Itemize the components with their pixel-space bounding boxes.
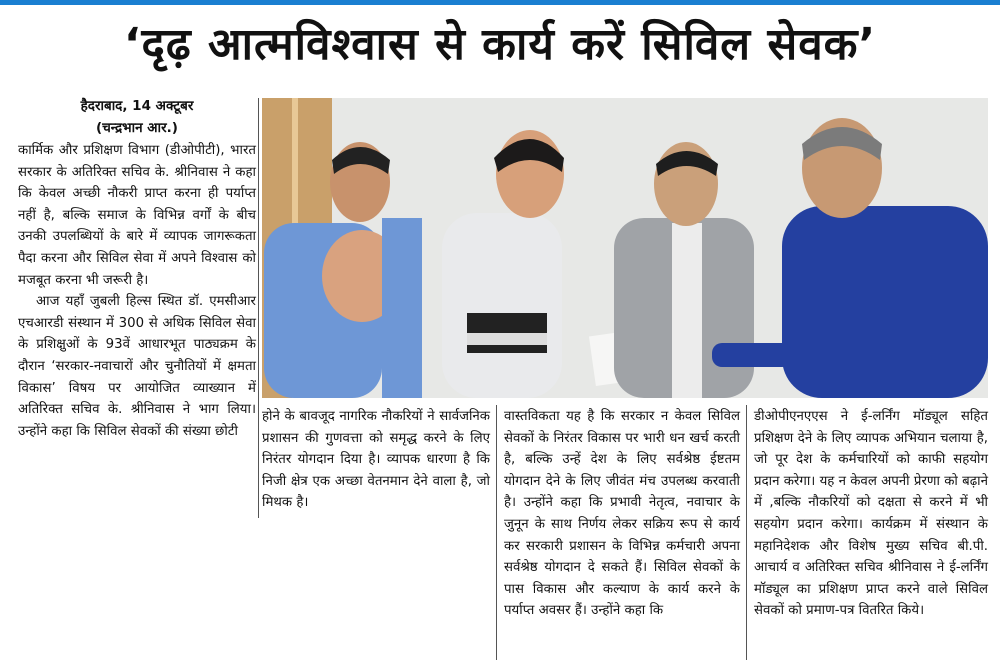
dateline xyxy=(18,96,256,139)
news-photo xyxy=(262,98,988,398)
article-paragraph-5: डीओपीएनएएस ने ई-लर्निंग मॉड्यूल सहित प्रशिक्षण देने के लिए व्यापक अभियान चलाया है, जो पूर देश के कर्मचारियों को काफी सहयोग प्रदान करेगा। यह न केवल अपनी प्रेरणा को बढ़ाने में ,बल्कि नौकरियों को दक्षता से करने में भी सहयोग प्रदान करेगा। कार्यक्रम में संस्थान के महानिदेशक और विशेष मुख्य सचिव बी.पी. आचार्य व अतिरिक्त सचिव श्रीनिवास ने ई-लर्निंग मॉड्यूल का प्रशिक्षण प्राप्त करने वाले सिविल सेवकों को प्रमाण-पत्र वितरित किये। xyxy=(754,409,988,619)
article-paragraph-4: वास्तविकता यह है कि सरकार न केवल सिविल सेवकों के निरंतर विकास पर भारी धन खर्च करती है, बल्कि उन्हें देश के लिए सर्वश्रेष्ठ ईष्टतम योगदान देने के लिए जीवंत मंच उपलब्ध करवाती है। उन्होंने कहा कि प्रभावी नेतृत्व, नवाचार के जुनून के साथ निर्णय लेकर सक्रिय रूप से कार्य कर सरकारी प्रशासन के विभिन्न कर्मचारी अपना सर्वश्रेष्ठ योगदान दे सकते हैं। सिविल सेवकों के पास विकास और कल्याण के कार्य करने के पर्याप्त अवसर हैं। उन्होंने कहा कि xyxy=(504,409,740,619)
article-column-2 xyxy=(262,406,490,514)
article-paragraph-2: आज यहाँ जुबली हिल्स स्थित डॉ. एमसीआर एचआरडी संस्थान में 300 से अधिक सिविल सेवा के प्रशिक्षुओं के 93वें आधारभूत पाठ्यक्रम के दौरान ‘सरकार-नवाचारों और चुनौतियों में क्षमता विकास’ विषय पर आयोजित व्याख्यान में अतिरिक्त सचिव के. श्रीनिवास ने भाग लिया। उन्होंने कहा कि सिविल सेवकों की संख्या छोटी xyxy=(18,294,256,439)
article-paragraph-1: कार्मिक और प्रशिक्षण विभाग (डीओपीटी), भारत सरकार के अतिरिक्त सचिव के. श्रीनिवास ने कहा कि केवल अच्छी नौकरी प्राप्त करना ही पर्याप्त नहीं है, बल्कि समाज के विभिन्न वर्गों के बीच उनकी उपलब्धियों के बारे में व्यापक जागरूकता पैदा करना और सिविल सेवा में अपने विश्वास को मजबूत करना भी जरूरी है। xyxy=(18,143,256,288)
dateline-byline: (चन्द्रभान आर.) xyxy=(96,119,178,136)
article-paragraph-3: होने के बावजूद नागरिक नौकरियों ने सार्वजनिक प्रशासन की गुणवत्ता को समृद्ध करने के लिए निरंतर योगदान दिया है। व्यापक धारणा है कि निजी क्षेत्र एक अच्छा वेतनमान देने वाला है, जो मिथक है। xyxy=(262,409,490,511)
headline: ‘दृढ़ आत्मविश्वास से कार्य करें सिविल सेवक’ xyxy=(123,19,877,70)
column-divider xyxy=(496,405,497,660)
photo-illustration xyxy=(262,98,988,398)
column-divider xyxy=(746,405,747,660)
dateline-place-date: हैदराबाद, 14 अक्टूबर xyxy=(80,98,194,114)
top-accent-bar xyxy=(0,0,1000,5)
article-column-1 xyxy=(18,140,256,442)
article-column-4 xyxy=(754,406,988,622)
article-column-3 xyxy=(504,406,740,622)
column-divider xyxy=(258,98,259,518)
